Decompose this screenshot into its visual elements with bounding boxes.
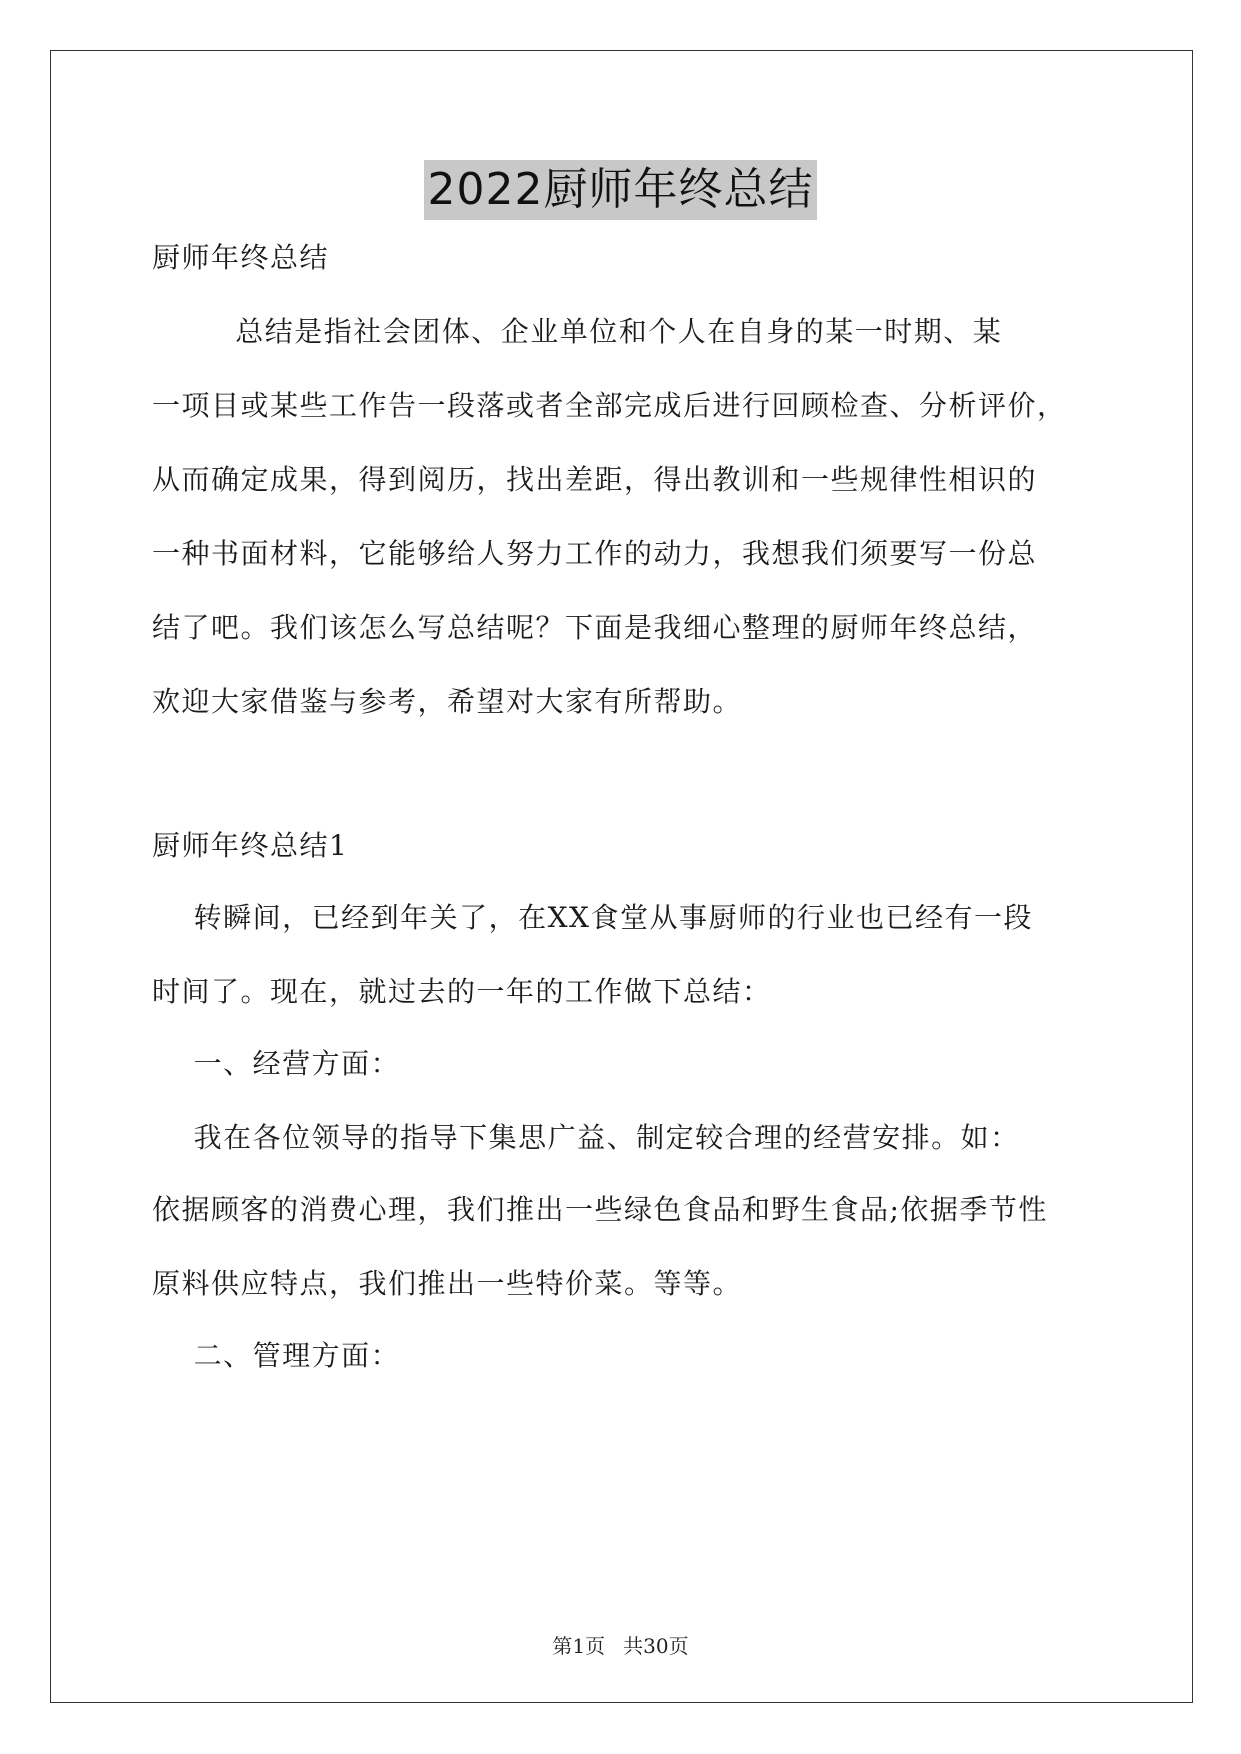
page-border <box>50 50 1193 1703</box>
paragraph-line: 结了吧。我们该怎么写总结呢？下面是我细心整理的厨师年终总结， <box>152 611 1038 644</box>
paragraph-line: 欢迎大家借鉴与参考，希望对大家有所帮助。 <box>152 685 743 718</box>
paragraph-line: 转瞬间，已经到年关了，在XX食堂从事厨师的行业也已经有一段 <box>152 901 1033 934</box>
document-title-row <box>0 160 1241 230</box>
page-number: 第1页 <box>552 1634 606 1658</box>
paragraph-line: 原料供应特点，我们推出一些特价菜。等等。 <box>152 1267 743 1300</box>
paragraph-line: 一项目或某些工作告一段落或者全部完成后进行回顾检查、分析评价， <box>152 389 1067 422</box>
paragraph-line: 一种书面材料，它能够给人努力工作的动力，我想我们须要写一份总 <box>152 537 1038 570</box>
paragraph-line: 时间了。现在，就过去的一年的工作做下总结： <box>152 975 772 1008</box>
paragraph-line: 总结是指社会团体、企业单位和个人在自身的某一时期、某 <box>152 315 1003 348</box>
section-heading-intro: 厨师年终总结 <box>152 241 330 274</box>
paragraph-line: 从而确定成果，得到阅历，找出差距，得出教训和一些规律性相识的 <box>152 463 1038 496</box>
subheading-management: 二、管理方面： <box>152 1339 401 1372</box>
document-title: 2022厨师年终总结 <box>424 160 818 220</box>
paragraph-line: 我在各位领导的指导下集思广益、制定较合理的经营安排。如： <box>152 1121 1020 1154</box>
page-total: 共30页 <box>623 1634 689 1658</box>
paragraph-line: 依据顾客的消费心理，我们推出一些绿色食品和野生食品;依据季节性 <box>152 1193 1048 1226</box>
section-heading-1: 厨师年终总结1 <box>152 829 349 862</box>
page-footer <box>0 1630 1241 1659</box>
subheading-operations: 一、经营方面： <box>152 1047 401 1080</box>
